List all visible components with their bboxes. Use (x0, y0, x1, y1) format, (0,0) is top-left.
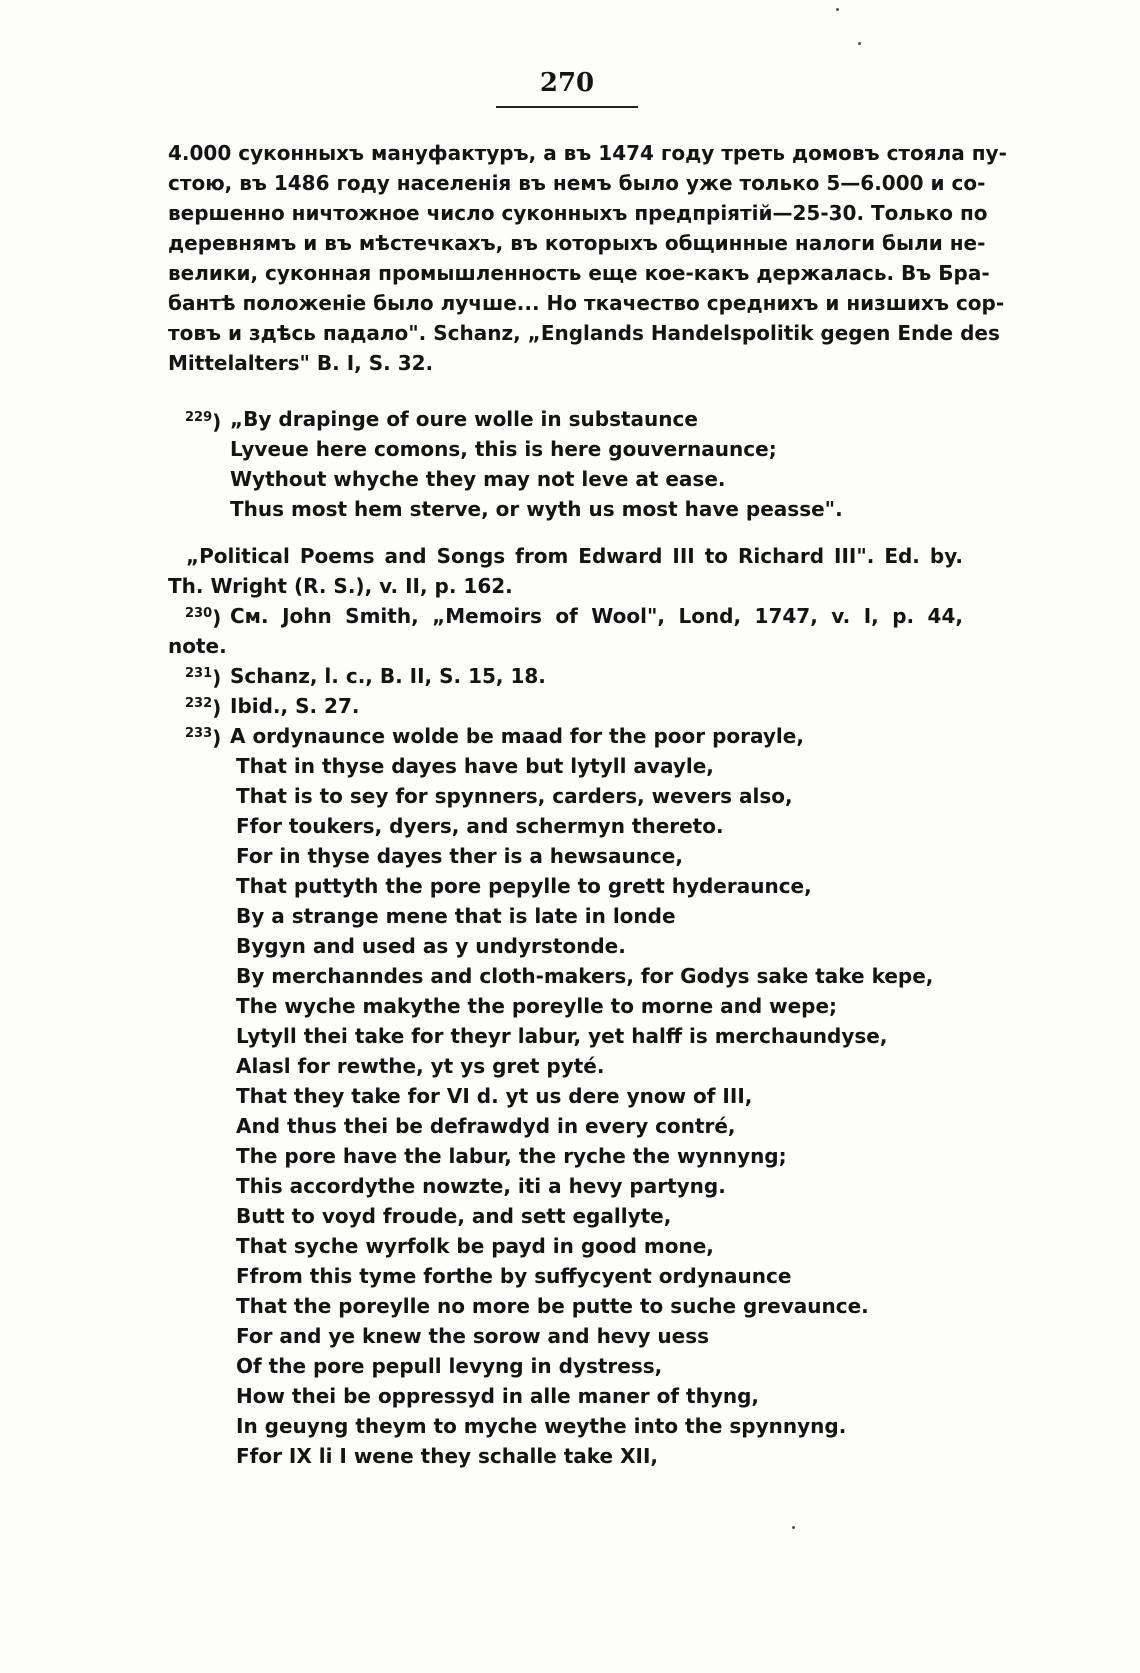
verse-line: This accordythe nowzte, iti a hevy partyng. (236, 1174, 726, 1198)
footnote-230 (168, 601, 963, 661)
footnote-number: 229 (185, 410, 213, 425)
verse-line: By a strange mene that is late in londe (236, 904, 676, 928)
footnote-line: Ibid., S. 27. (230, 694, 360, 718)
continued-paragraph (168, 138, 1007, 378)
footnote-marker-229: 229) (185, 410, 222, 434)
footnote-number: 232 (185, 696, 213, 711)
verse-line: A ordynaunce wolde be maad for the poor porayle, (230, 724, 804, 748)
paragraph-line: 4.000 суконныхъ мануфактуръ, а въ 1474 году треть домовъ стояла пу- (168, 141, 1007, 165)
verse-line: Butt to voyd froude, and sett egallyte, (236, 1204, 672, 1228)
verse-line: That syche wyrfolk be payd in good mone, (236, 1234, 714, 1258)
paragraph-line: Mittelalters" B. I, S. 32. (168, 351, 434, 375)
verse-line: That they take for VI d. yt us dere ynow of III, (236, 1084, 753, 1108)
paragraph-line: велики, суконная промышленность еще кое-какъ держалась. Въ Бра- (168, 261, 990, 285)
footnote-marker-231: 231) (185, 666, 222, 690)
verse-line: That the poreylle no more be putte to suche grevaunce. (236, 1294, 869, 1318)
verse-line: „By drapinge of oure wolle in substaunce (230, 407, 698, 431)
page-number: 270 (539, 68, 595, 98)
verse-line: Ffor IX li I wene they schalle take XII, (236, 1444, 658, 1468)
verse-line: The pore have the labur, the ryche the wynnyng; (236, 1144, 787, 1168)
verse-line: In geuyng theym to myche weythe into the spynnyng. (236, 1414, 847, 1438)
page-number-rule (496, 106, 638, 108)
verse-line: Bygyn and used as y undyrstonde. (236, 934, 626, 958)
footnote-marker-230: 230) (185, 606, 222, 630)
verse-line: By merchanndes and cloth-makers, for Godys sake take kepe, (236, 964, 934, 988)
footnote-line: См. John Smith, „Memoirs of Wool", Lond, 1747, v. I, p. 44, (230, 604, 963, 628)
verse-line: Lyveue here comons, this is here gouvernaunce; (230, 437, 777, 461)
paragraph-line: товъ и здѣсь падало". Schanz, „Englands Handelspolitik gegen Ende des (168, 321, 1000, 345)
paragraph-line: деревнямъ и въ мѣстечкахъ, въ которыхъ общинные налоги были не- (168, 231, 986, 255)
verse-line: That puttyth the pore pepylle to grett hyderaunce, (236, 874, 812, 898)
paragraph-line: бантѣ положеніе было лучше... Но ткачество среднихъ и низшихъ сор- (168, 291, 1005, 315)
verse-line: Lytyll thei take for theyr labur, yet halff is merchaundyse, (236, 1024, 888, 1048)
verse-line: For in thyse dayes ther is a hewsaunce, (236, 844, 683, 868)
source-citation (168, 541, 963, 601)
scan-speck (836, 8, 839, 11)
footnote-232 (230, 691, 359, 721)
footnote-number: 233 (185, 726, 213, 741)
scan-speck (792, 1526, 795, 1529)
footnote-number: 230 (185, 606, 213, 621)
footnote-231 (230, 661, 546, 691)
verse-line: That is to sey for spynners, carders, wevers also, (236, 784, 793, 808)
citation-line: „Political Poems and Songs from Edward III to Richard III". Ed. by. (186, 544, 963, 568)
footnote-233-verse (236, 751, 933, 1471)
verse-line: How thei be oppressyd in alle maner of thyng, (236, 1384, 760, 1408)
verse-line: Alasl for rewthe, yt ys gret pyté. (236, 1054, 605, 1078)
verse-line: That in thyse dayes have but lytyll avayle, (236, 754, 714, 778)
verse-line: Wythout whyche they may not leve at ease. (230, 467, 726, 491)
footnote-229-verse (230, 404, 843, 524)
verse-line: Of the pore pepull levyng in dystress, (236, 1354, 663, 1378)
citation-line: Th. Wright (R. S.), v. II, p. 162. (168, 574, 513, 598)
footnote-marker-232: 232) (185, 696, 222, 720)
verse-line: And thus thei be defrawdyd in every contré, (236, 1114, 736, 1138)
footnote-number: 231 (185, 666, 213, 681)
verse-line: Ffrom this tyme forthe by suffycyent ordynaunce (236, 1264, 792, 1288)
scan-speck (858, 42, 861, 45)
verse-line: For and ye knew the sorow and hevy uess (236, 1324, 710, 1348)
footnote-line: note. (168, 634, 227, 658)
footnote-233-first-line (230, 721, 804, 751)
paragraph-line: стою, въ 1486 году населенія въ немъ было уже только 5—6.000 и со- (168, 171, 986, 195)
footnote-marker-233: 233) (185, 726, 222, 750)
verse-line: Ffor toukers, dyers, and schermyn thereto. (236, 814, 724, 838)
paragraph-line: вершенно ничтожное число суконныхъ предпріятій—25-30. Только по (168, 201, 988, 225)
verse-line: The wyche makythe the poreylle to morne and wepe; (236, 994, 838, 1018)
footnote-line: Schanz, l. c., B. II, S. 15, 18. (230, 664, 546, 688)
verse-line: Thus most hem sterve, or wyth us most have peasse". (230, 497, 843, 521)
